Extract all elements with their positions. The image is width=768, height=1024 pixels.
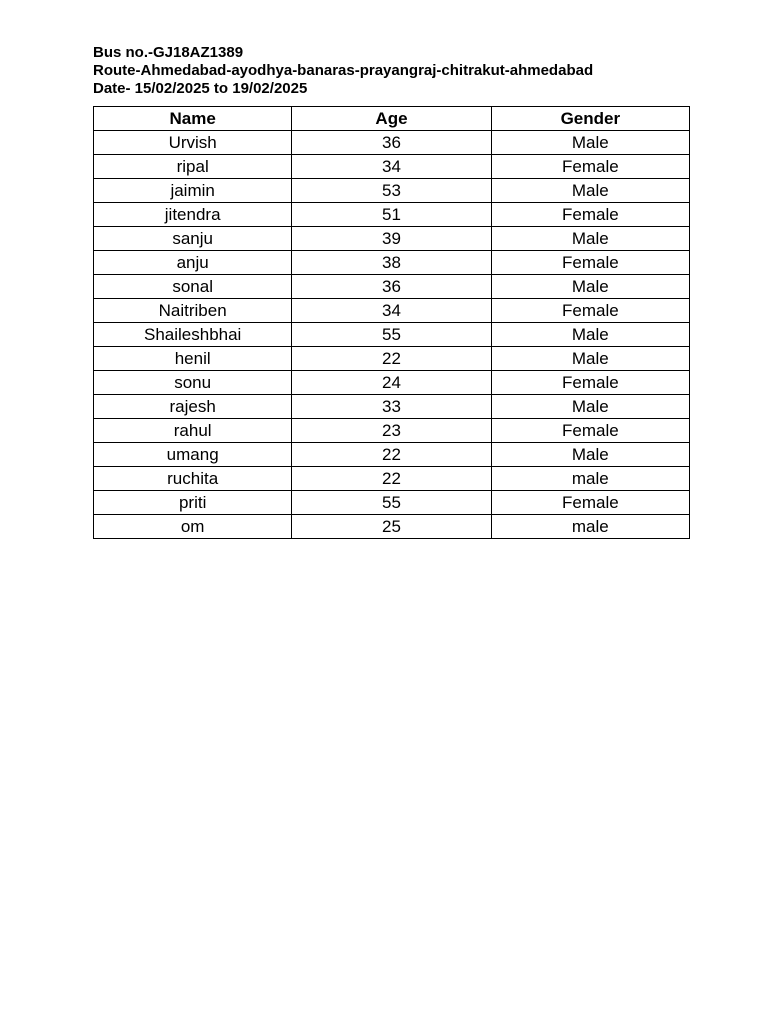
table-row <box>94 155 690 179</box>
cell-gender: Male <box>491 131 689 155</box>
column-header-age: Age <box>292 107 491 131</box>
passenger-table <box>93 106 690 539</box>
table-row <box>94 299 690 323</box>
cell-gender: Male <box>491 227 689 251</box>
cell-name: om <box>94 515 292 539</box>
table-row <box>94 347 690 371</box>
cell-gender: Female <box>491 203 689 227</box>
cell-age: 38 <box>292 251 491 275</box>
cell-name: rajesh <box>94 395 292 419</box>
cell-name: ripal <box>94 155 292 179</box>
cell-gender: Male <box>491 395 689 419</box>
cell-gender: Male <box>491 323 689 347</box>
table-row <box>94 131 690 155</box>
cell-age: 22 <box>292 347 491 371</box>
cell-name: sanju <box>94 227 292 251</box>
column-header-gender: Gender <box>491 107 689 131</box>
cell-age: 39 <box>292 227 491 251</box>
cell-age: 25 <box>292 515 491 539</box>
cell-gender: Male <box>491 347 689 371</box>
cell-name: sonal <box>94 275 292 299</box>
table-row <box>94 515 690 539</box>
cell-gender: Male <box>491 179 689 203</box>
cell-name: jaimin <box>94 179 292 203</box>
table-row <box>94 275 690 299</box>
cell-gender: male <box>491 515 689 539</box>
cell-name: sonu <box>94 371 292 395</box>
table-row <box>94 179 690 203</box>
cell-name: rahul <box>94 419 292 443</box>
cell-name: Naitriben <box>94 299 292 323</box>
date-range: Date- 15/02/2025 to 19/02/2025 <box>93 80 308 97</box>
cell-age: 23 <box>292 419 491 443</box>
cell-gender: Female <box>491 419 689 443</box>
cell-name: Shaileshbhai <box>94 323 292 347</box>
table-row <box>94 251 690 275</box>
table-row <box>94 419 690 443</box>
table-row <box>94 203 690 227</box>
cell-age: 34 <box>292 299 491 323</box>
cell-name: Urvish <box>94 131 292 155</box>
table-row <box>94 467 690 491</box>
table-row <box>94 395 690 419</box>
cell-gender: Female <box>491 251 689 275</box>
table-row <box>94 371 690 395</box>
cell-age: 34 <box>292 155 491 179</box>
cell-gender: Male <box>491 275 689 299</box>
cell-gender: Female <box>491 299 689 323</box>
cell-age: 33 <box>292 395 491 419</box>
cell-name: ruchita <box>94 467 292 491</box>
table-body <box>94 131 690 539</box>
cell-age: 51 <box>292 203 491 227</box>
cell-gender: male <box>491 467 689 491</box>
table-row <box>94 227 690 251</box>
table-row <box>94 491 690 515</box>
cell-name: umang <box>94 443 292 467</box>
table-row <box>94 323 690 347</box>
cell-age: 36 <box>292 131 491 155</box>
cell-age: 22 <box>292 443 491 467</box>
cell-age: 53 <box>292 179 491 203</box>
column-header-name: Name <box>94 107 292 131</box>
table-header-row <box>94 107 690 131</box>
cell-gender: Female <box>491 155 689 179</box>
cell-age: 36 <box>292 275 491 299</box>
cell-age: 22 <box>292 467 491 491</box>
cell-age: 24 <box>292 371 491 395</box>
table-row <box>94 443 690 467</box>
cell-age: 55 <box>292 323 491 347</box>
cell-name: jitendra <box>94 203 292 227</box>
cell-gender: Female <box>491 491 689 515</box>
bus-number: Bus no.-GJ18AZ1389 <box>93 44 244 61</box>
cell-name: henil <box>94 347 292 371</box>
document-header <box>93 44 693 98</box>
cell-name: priti <box>94 491 292 515</box>
cell-name: anju <box>94 251 292 275</box>
route-line: Route-Ahmedabad-ayodhya-banaras-prayangraj-chitrakut-ahmedabad <box>93 62 594 79</box>
cell-gender: Female <box>491 371 689 395</box>
cell-age: 55 <box>292 491 491 515</box>
cell-gender: Male <box>491 443 689 467</box>
